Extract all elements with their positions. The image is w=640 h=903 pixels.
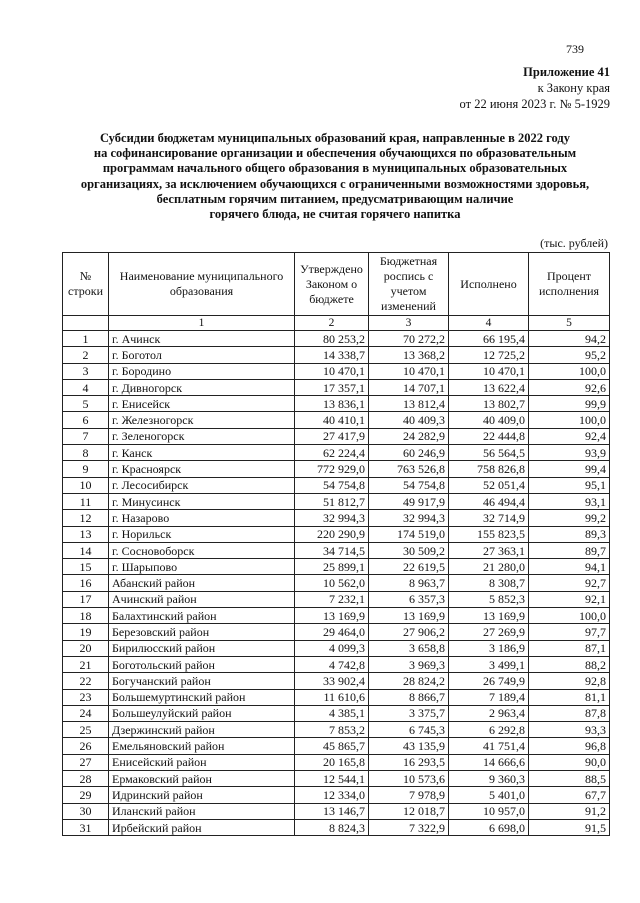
table-header-row <box>63 253 610 316</box>
cell-budget-list: 13 169,9 <box>369 608 449 624</box>
cell-municipality: Ермаковский район <box>109 771 295 787</box>
cell-approved: 4 099,3 <box>295 640 369 656</box>
appendix-reference <box>460 64 610 112</box>
cell-budget-list: 27 906,2 <box>369 624 449 640</box>
column-number: 4 <box>449 316 529 331</box>
cell-approved: 12 544,1 <box>295 771 369 787</box>
cell-approved: 51 812,7 <box>295 493 369 509</box>
table-row <box>63 477 610 493</box>
document-title <box>56 131 614 222</box>
cell-approved: 62 224,4 <box>295 445 369 461</box>
cell-municipality: Бирилюсский район <box>109 640 295 656</box>
table-row <box>63 722 610 738</box>
cell-row-number: 27 <box>63 754 109 770</box>
cell-budget-list: 12 018,7 <box>369 803 449 819</box>
cell-row-number: 12 <box>63 510 109 526</box>
cell-approved: 8 824,3 <box>295 819 369 835</box>
cell-percent: 94,1 <box>529 559 610 575</box>
table-row <box>63 608 610 624</box>
cell-budget-list: 43 135,9 <box>369 738 449 754</box>
cell-row-number: 2 <box>63 347 109 363</box>
table-row <box>63 640 610 656</box>
table-row <box>63 347 610 363</box>
cell-municipality: Иланский район <box>109 803 295 819</box>
cell-municipality: Ачинский район <box>109 591 295 607</box>
cell-percent: 99,9 <box>529 396 610 412</box>
appendix-law-ref: к Закону края <box>537 81 610 95</box>
cell-executed: 32 714,9 <box>449 510 529 526</box>
cell-executed: 41 751,4 <box>449 738 529 754</box>
cell-municipality: Идринский район <box>109 787 295 803</box>
cell-row-number: 21 <box>63 656 109 672</box>
cell-row-number: 22 <box>63 673 109 689</box>
cell-municipality: Боготольский район <box>109 656 295 672</box>
cell-row-number: 19 <box>63 624 109 640</box>
cell-municipality: г. Норильск <box>109 526 295 542</box>
cell-municipality: Большемуртинский район <box>109 689 295 705</box>
cell-row-number: 1 <box>63 331 109 347</box>
cell-approved: 772 929,0 <box>295 461 369 477</box>
cell-approved: 32 994,3 <box>295 510 369 526</box>
cell-percent: 90,0 <box>529 754 610 770</box>
table-row <box>63 493 610 509</box>
units-label: (тыс. рублей) <box>540 236 608 250</box>
cell-row-number: 30 <box>63 803 109 819</box>
cell-municipality: Ирбейский район <box>109 819 295 835</box>
title-line: организациях, за исключением обучающихся с ограниченными возможностями здоровья, <box>80 176 590 191</box>
cell-percent: 67,7 <box>529 787 610 803</box>
cell-municipality: г. Бородино <box>109 363 295 379</box>
cell-executed: 155 823,5 <box>449 526 529 542</box>
cell-row-number: 24 <box>63 705 109 721</box>
cell-municipality: г. Минусинск <box>109 493 295 509</box>
table-row <box>63 510 610 526</box>
cell-executed: 22 444,8 <box>449 428 529 444</box>
cell-executed: 27 363,1 <box>449 542 529 558</box>
table-row <box>63 656 610 672</box>
cell-row-number: 11 <box>63 493 109 509</box>
cell-approved: 11 610,6 <box>295 689 369 705</box>
cell-budget-list: 7 978,9 <box>369 787 449 803</box>
cell-approved: 10 470,1 <box>295 363 369 379</box>
cell-row-number: 23 <box>63 689 109 705</box>
header-approved: Утверждено Законом о бюджете <box>295 253 369 316</box>
cell-executed: 6 698,0 <box>449 819 529 835</box>
cell-executed: 10 470,1 <box>449 363 529 379</box>
table-row <box>63 379 610 395</box>
cell-percent: 87,8 <box>529 705 610 721</box>
cell-approved: 4 742,8 <box>295 656 369 672</box>
cell-budget-list: 8 963,7 <box>369 575 449 591</box>
cell-municipality: г. Канск <box>109 445 295 461</box>
table-row <box>63 331 610 347</box>
cell-row-number: 26 <box>63 738 109 754</box>
cell-municipality: г. Ачинск <box>109 331 295 347</box>
cell-municipality: г. Енисейск <box>109 396 295 412</box>
cell-municipality: г. Шарыпово <box>109 559 295 575</box>
table-row <box>63 803 610 819</box>
table-row <box>63 689 610 705</box>
cell-percent: 88,5 <box>529 771 610 787</box>
cell-percent: 81,1 <box>529 689 610 705</box>
cell-percent: 88,2 <box>529 656 610 672</box>
cell-municipality: г. Сосновоборск <box>109 542 295 558</box>
cell-approved: 13 146,7 <box>295 803 369 819</box>
cell-executed: 3 499,1 <box>449 656 529 672</box>
cell-percent: 91,2 <box>529 803 610 819</box>
table-row <box>63 754 610 770</box>
cell-percent: 100,0 <box>529 363 610 379</box>
cell-budget-list: 30 509,2 <box>369 542 449 558</box>
cell-approved: 80 253,2 <box>295 331 369 347</box>
column-number-blank <box>63 316 109 331</box>
cell-percent: 89,7 <box>529 542 610 558</box>
cell-budget-list: 16 293,5 <box>369 754 449 770</box>
cell-municipality: Березовский район <box>109 624 295 640</box>
cell-municipality: Дзержинский район <box>109 722 295 738</box>
table-row <box>63 559 610 575</box>
cell-approved: 45 865,7 <box>295 738 369 754</box>
cell-budget-list: 24 282,9 <box>369 428 449 444</box>
appendix-number: Приложение 41 <box>523 65 610 79</box>
column-number: 2 <box>295 316 369 331</box>
table-row <box>63 673 610 689</box>
cell-row-number: 18 <box>63 608 109 624</box>
title-line: Субсидии бюджетам муниципальных образований края, направленные в 2022 году <box>99 131 571 145</box>
cell-percent: 92,4 <box>529 428 610 444</box>
table-row <box>63 624 610 640</box>
cell-municipality: г. Назарово <box>109 510 295 526</box>
title-line: бесплатным горячим питанием, предусматривающим наличие <box>156 191 514 206</box>
cell-budget-list: 3 658,8 <box>369 640 449 656</box>
cell-executed: 2 963,4 <box>449 705 529 721</box>
cell-budget-list: 174 519,0 <box>369 526 449 542</box>
cell-executed: 56 564,5 <box>449 445 529 461</box>
cell-percent: 95,1 <box>529 477 610 493</box>
cell-approved: 10 562,0 <box>295 575 369 591</box>
cell-row-number: 31 <box>63 819 109 835</box>
cell-percent: 93,3 <box>529 722 610 738</box>
cell-executed: 46 494,4 <box>449 493 529 509</box>
title-line: горячего блюда, не считая горячего напитка <box>209 207 461 222</box>
cell-budget-list: 7 322,9 <box>369 819 449 835</box>
cell-executed: 7 189,4 <box>449 689 529 705</box>
table-row <box>63 412 610 428</box>
cell-budget-list: 49 917,9 <box>369 493 449 509</box>
cell-budget-list: 3 969,3 <box>369 656 449 672</box>
cell-budget-list: 60 246,9 <box>369 445 449 461</box>
cell-municipality: Емельяновский район <box>109 738 295 754</box>
cell-budget-list: 32 994,3 <box>369 510 449 526</box>
cell-row-number: 20 <box>63 640 109 656</box>
cell-municipality: г. Лесосибирск <box>109 477 295 493</box>
cell-municipality: Богучанский район <box>109 673 295 689</box>
cell-municipality: г. Железногорск <box>109 412 295 428</box>
cell-approved: 54 754,8 <box>295 477 369 493</box>
cell-percent: 91,5 <box>529 819 610 835</box>
cell-approved: 4 385,1 <box>295 705 369 721</box>
cell-percent: 93,1 <box>529 493 610 509</box>
table-row <box>63 787 610 803</box>
cell-percent: 100,0 <box>529 412 610 428</box>
cell-row-number: 15 <box>63 559 109 575</box>
table-row <box>63 591 610 607</box>
header-percent: Процент исполнения <box>529 253 610 316</box>
table-row <box>63 771 610 787</box>
cell-budget-list: 70 272,2 <box>369 331 449 347</box>
cell-municipality: Абанский район <box>109 575 295 591</box>
cell-row-number: 17 <box>63 591 109 607</box>
cell-percent: 95,2 <box>529 347 610 363</box>
cell-executed: 13 802,7 <box>449 396 529 412</box>
cell-percent: 87,1 <box>529 640 610 656</box>
cell-approved: 33 902,4 <box>295 673 369 689</box>
cell-percent: 96,8 <box>529 738 610 754</box>
appendix-law-date: от 22 июня 2023 г. № 5-1929 <box>459 97 610 111</box>
cell-row-number: 10 <box>63 477 109 493</box>
table-row <box>63 363 610 379</box>
cell-executed: 52 051,4 <box>449 477 529 493</box>
cell-row-number: 28 <box>63 771 109 787</box>
cell-municipality: г. Боготол <box>109 347 295 363</box>
cell-percent: 89,3 <box>529 526 610 542</box>
cell-percent: 99,4 <box>529 461 610 477</box>
cell-budget-list: 10 573,6 <box>369 771 449 787</box>
cell-row-number: 16 <box>63 575 109 591</box>
cell-row-number: 8 <box>63 445 109 461</box>
cell-approved: 25 899,1 <box>295 559 369 575</box>
cell-approved: 29 464,0 <box>295 624 369 640</box>
cell-executed: 27 269,9 <box>449 624 529 640</box>
table-body <box>63 331 610 836</box>
header-budget-list: Бюджетная роспись с учетом изменений <box>369 253 449 316</box>
cell-executed: 8 308,7 <box>449 575 529 591</box>
cell-executed: 5 852,3 <box>449 591 529 607</box>
cell-percent: 92,6 <box>529 379 610 395</box>
cell-approved: 40 410,1 <box>295 412 369 428</box>
header-row-number: № строки <box>63 253 109 316</box>
column-number: 3 <box>369 316 449 331</box>
subsidy-table <box>62 252 610 836</box>
cell-executed: 10 957,0 <box>449 803 529 819</box>
cell-budget-list: 8 866,7 <box>369 689 449 705</box>
cell-row-number: 14 <box>63 542 109 558</box>
cell-percent: 92,1 <box>529 591 610 607</box>
column-number: 5 <box>529 316 610 331</box>
cell-percent: 92,8 <box>529 673 610 689</box>
cell-municipality: г. Зеленогорск <box>109 428 295 444</box>
cell-municipality: Енисейский район <box>109 754 295 770</box>
cell-budget-list: 6 745,3 <box>369 722 449 738</box>
header-executed: Исполнено <box>449 253 529 316</box>
title-line: на софинансирование организации и обеспечения обучающихся по образовательным <box>93 146 577 161</box>
cell-executed: 9 360,3 <box>449 771 529 787</box>
table-row <box>63 705 610 721</box>
table-row <box>63 445 610 461</box>
cell-municipality: Большеулуйский район <box>109 705 295 721</box>
cell-percent: 94,2 <box>529 331 610 347</box>
table-row <box>63 396 610 412</box>
table-row <box>63 575 610 591</box>
cell-budget-list: 6 357,3 <box>369 591 449 607</box>
page-number: 739 <box>566 42 584 56</box>
cell-executed: 3 186,9 <box>449 640 529 656</box>
cell-budget-list: 28 824,2 <box>369 673 449 689</box>
cell-percent: 100,0 <box>529 608 610 624</box>
cell-executed: 12 725,2 <box>449 347 529 363</box>
cell-row-number: 6 <box>63 412 109 428</box>
cell-row-number: 7 <box>63 428 109 444</box>
cell-executed: 66 195,4 <box>449 331 529 347</box>
table-row <box>63 738 610 754</box>
column-number: 1 <box>109 316 295 331</box>
cell-approved: 220 290,9 <box>295 526 369 542</box>
cell-row-number: 9 <box>63 461 109 477</box>
cell-budget-list: 40 409,3 <box>369 412 449 428</box>
table-row <box>63 819 610 835</box>
cell-budget-list: 13 368,2 <box>369 347 449 363</box>
cell-approved: 34 714,5 <box>295 542 369 558</box>
cell-approved: 13 169,9 <box>295 608 369 624</box>
cell-executed: 21 280,0 <box>449 559 529 575</box>
cell-percent: 93,9 <box>529 445 610 461</box>
table-row <box>63 428 610 444</box>
cell-budget-list: 54 754,8 <box>369 477 449 493</box>
cell-approved: 13 836,1 <box>295 396 369 412</box>
cell-percent: 97,7 <box>529 624 610 640</box>
cell-approved: 12 334,0 <box>295 787 369 803</box>
cell-executed: 40 409,0 <box>449 412 529 428</box>
cell-row-number: 25 <box>63 722 109 738</box>
cell-executed: 13 169,9 <box>449 608 529 624</box>
cell-budget-list: 14 707,1 <box>369 379 449 395</box>
cell-budget-list: 763 526,8 <box>369 461 449 477</box>
cell-executed: 5 401,0 <box>449 787 529 803</box>
cell-approved: 7 232,1 <box>295 591 369 607</box>
cell-executed: 758 826,8 <box>449 461 529 477</box>
cell-approved: 17 357,1 <box>295 379 369 395</box>
cell-budget-list: 10 470,1 <box>369 363 449 379</box>
cell-approved: 14 338,7 <box>295 347 369 363</box>
cell-approved: 7 853,2 <box>295 722 369 738</box>
cell-approved: 27 417,9 <box>295 428 369 444</box>
cell-executed: 13 622,4 <box>449 379 529 395</box>
cell-row-number: 3 <box>63 363 109 379</box>
cell-municipality: г. Дивногорск <box>109 379 295 395</box>
cell-budget-list: 13 812,4 <box>369 396 449 412</box>
cell-executed: 6 292,8 <box>449 722 529 738</box>
cell-percent: 99,2 <box>529 510 610 526</box>
cell-row-number: 4 <box>63 379 109 395</box>
cell-municipality: Балахтинский район <box>109 608 295 624</box>
table-row <box>63 461 610 477</box>
table-row <box>63 526 610 542</box>
cell-row-number: 5 <box>63 396 109 412</box>
table-row <box>63 542 610 558</box>
cell-executed: 14 666,6 <box>449 754 529 770</box>
cell-approved: 20 165,8 <box>295 754 369 770</box>
cell-row-number: 29 <box>63 787 109 803</box>
cell-municipality: г. Красноярск <box>109 461 295 477</box>
title-line: программам начального общего образования в муниципальных образовательных <box>102 161 568 176</box>
cell-budget-list: 3 375,7 <box>369 705 449 721</box>
cell-executed: 26 749,9 <box>449 673 529 689</box>
cell-budget-list: 22 619,5 <box>369 559 449 575</box>
table-column-numbers-row <box>63 316 610 331</box>
header-municipality: Наименование муниципального образования <box>109 253 295 316</box>
cell-row-number: 13 <box>63 526 109 542</box>
cell-percent: 92,7 <box>529 575 610 591</box>
